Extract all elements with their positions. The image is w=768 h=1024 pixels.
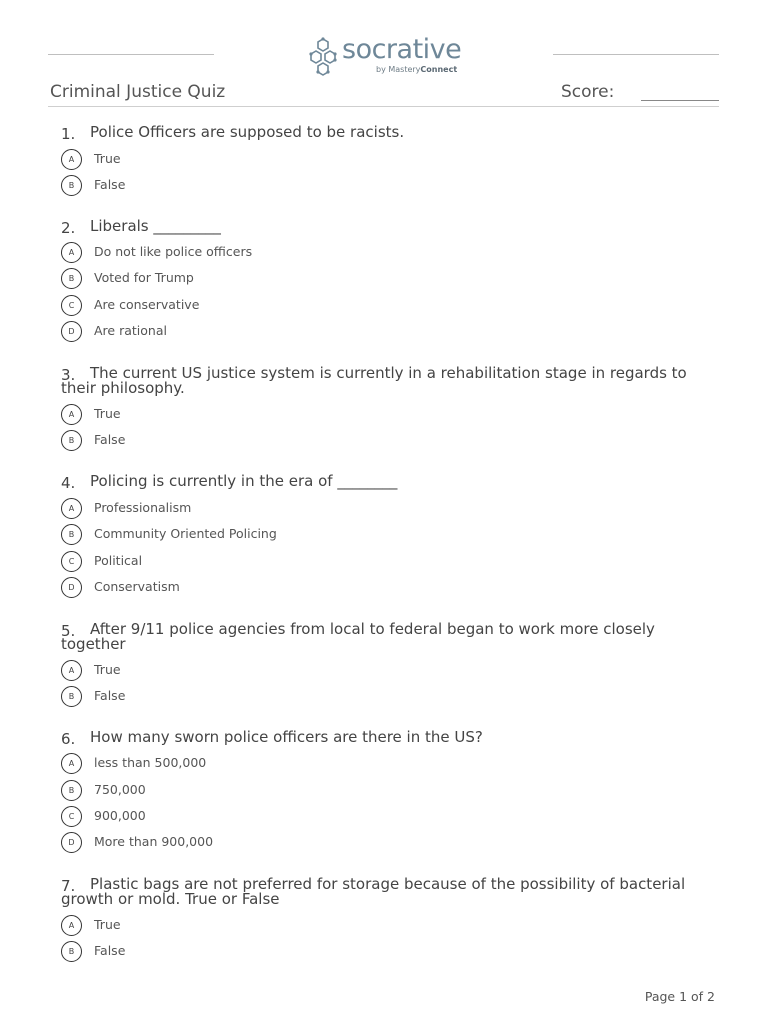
option-text: False [94, 432, 126, 447]
option-text: True [94, 917, 121, 932]
question-text: Police Officers are supposed to be racists. [90, 123, 405, 141]
option-text: Are conservative [94, 297, 200, 312]
question-text: Plastic bags are not preferred for storage because of the possibility of bacterial growth or mold. True or False [61, 875, 686, 908]
option-text: Conservatism [94, 579, 180, 594]
answer-bubble[interactable]: C [61, 806, 82, 827]
question-number: 3. [61, 366, 76, 384]
brand-subtitle: by MasteryConnect [376, 65, 458, 74]
option-text: Voted for Trump [94, 270, 194, 285]
score-label: Score: [561, 82, 615, 102]
answer-bubble[interactable]: B [61, 780, 82, 801]
answer-bubble[interactable]: A [61, 242, 82, 263]
question-text: Policing is currently in the era of ________ [90, 472, 398, 490]
answer-bubble[interactable]: D [61, 321, 82, 342]
answer-bubble[interactable]: C [61, 295, 82, 316]
option-text: Professionalism [94, 500, 192, 515]
option-text: 900,000 [94, 808, 146, 823]
header-rule-right [553, 54, 719, 55]
title-underline [48, 106, 719, 107]
option-text: Do not like police officers [94, 244, 253, 259]
answer-bubble[interactable]: A [61, 149, 82, 170]
hexagon-cluster-icon [306, 36, 342, 76]
option-text: True [94, 662, 121, 677]
answer-bubble[interactable]: B [61, 524, 82, 545]
option-text: False [94, 943, 126, 958]
option-text: False [94, 177, 126, 192]
question-number: 7. [61, 877, 76, 895]
answer-bubble[interactable]: A [61, 753, 82, 774]
option-text: More than 900,000 [94, 834, 214, 849]
question-text: After 9/11 police agencies from local to federal began to work more closely together [61, 620, 655, 653]
option-text: True [94, 151, 121, 166]
header-rule-left [48, 54, 214, 55]
answer-bubble[interactable]: B [61, 268, 82, 289]
answer-bubble[interactable]: C [61, 551, 82, 572]
answer-bubble[interactable]: D [61, 577, 82, 598]
option-text: True [94, 406, 121, 421]
option-text: Political [94, 553, 143, 568]
answer-bubble[interactable]: D [61, 832, 82, 853]
option-text: less than 500,000 [94, 755, 207, 770]
answer-bubble[interactable]: B [61, 175, 82, 196]
question-number: 2. [61, 219, 76, 237]
option-text: Are rational [94, 323, 167, 338]
question-number: 5. [61, 622, 76, 640]
question-text: How many sworn police officers are there in the US? [90, 728, 483, 746]
answer-bubble[interactable]: A [61, 915, 82, 936]
question-number: 1. [61, 125, 76, 143]
answer-bubble[interactable]: A [61, 660, 82, 681]
answer-bubble[interactable]: B [61, 941, 82, 962]
page-number: Page 1 of 2 [644, 989, 715, 1004]
answer-bubble[interactable]: B [61, 430, 82, 451]
question-text: The current US justice system is currently in a rehabilitation stage in regards to their philosophy. [61, 364, 687, 397]
option-text: False [94, 688, 126, 703]
question-number: 6. [61, 730, 76, 748]
answer-bubble[interactable]: A [61, 404, 82, 425]
question-number: 4. [61, 474, 76, 492]
option-text: 750,000 [94, 782, 146, 797]
question-text: Liberals _________ [90, 217, 221, 235]
answer-bubble[interactable]: B [61, 686, 82, 707]
answer-bubble[interactable]: A [61, 498, 82, 519]
score-field [641, 100, 719, 101]
option-text: Community Oriented Policing [94, 526, 277, 541]
brand-name: socrative [342, 34, 462, 65]
socrative-logo [306, 36, 466, 78]
quiz-title: Criminal Justice Quiz [50, 82, 226, 102]
